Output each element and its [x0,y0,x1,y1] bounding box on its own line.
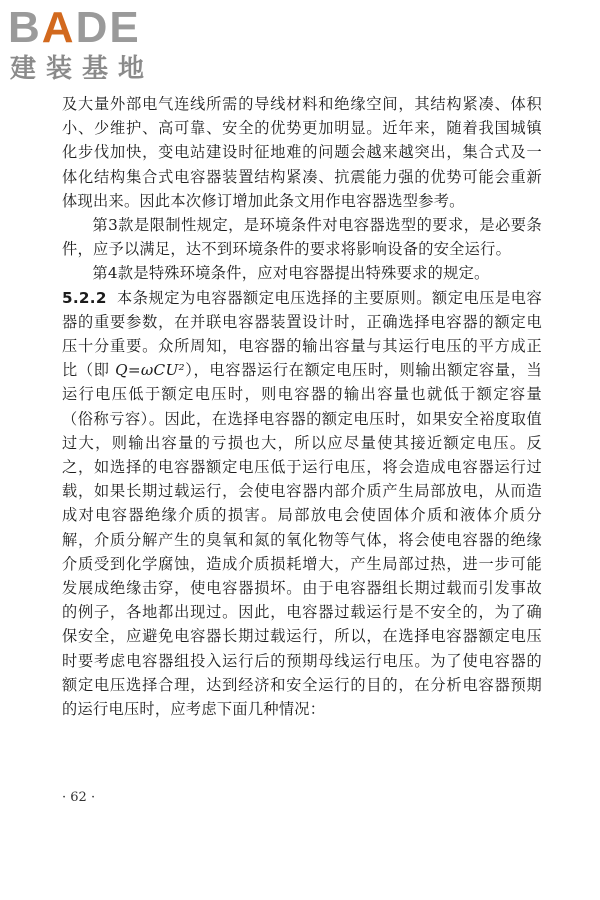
paragraph-clause-4: 第4款是特殊环境条件，应对电容器提出特殊要求的规定。 [92,264,490,283]
section-number: 5.2.2 [62,288,107,307]
bade-logo [8,4,183,88]
logo-accent-letter: A [41,3,76,52]
capacity-formula: Q=ωCU² [115,361,185,380]
section-text-part-1: 本条规定为电容器额定电压选择的主要原则。额定电压是电容器的重要参数，在并联电容器装置设计时，正确选择电容器的额定电压十分重要。众所周知，电容器的输出容量与其运行电压的平方成正比（即 [62,288,542,380]
paragraph-clause-3: 第3款是限制性规定，是环境条件对电容器选型的要求，是必要条件，应予以满足，达不到环境条件的要求将影响设备的安全运行。 [62,216,542,259]
section-text-part-2: ），电容器运行在额定电压时，则输出额定容量，当运行电压低于额定电压时，则电容器的输出容量也就低于额定容量（俗称亏容）。因此，在选择电容器的额定电压时，如果安全裕度取值过大，则输出容量的亏损也大，所以应尽量使其接近额定电压。反之，如选择的电容器额定电压低于运行电压，将会造成电容器运行过载，如果长期过载运行，会使电容器内部介质产生局部放电，从而造成对电容器绝缘介质的损害。局部放电会使固体介质和液体介质分解，介质分解产生的臭氧和氮的氧化物等气体，将会使电容器的绝缘介质受到化学腐蚀，造成介质损耗增大，产生局部过热，进一步可能发展成绝缘击穿，使电容器损坏。由于电容器组长期过载而引发事故的例子，各地都出现过。因此，电容器过载运行是不安全的，为了确保安全，应避免电容器长期过载运行，所以，在选择电容器额定电压时要考虑电容器组投入运行后的预期母线运行电压。为了使电容器的额定电压选择合理，达到经济和安全运行的目的，在分析电容器预期的运行电压时，应考虑下面几种情况： [62,361,542,719]
page-body [62,92,542,721]
paragraph-continuation: 及大量外部电气连线所需的导线材料和绝缘空间，其结构紧凑、体积小、少维护、高可靠、安全的优势更加明显。近年来，随着我国城镇化步伐加快，变电站建设时征地难的问题会越来越突出，集合式及一体化结构集合式电容器装置结构紧凑、抗震能力强的优势可能会重新体现出来。因此本次修订增加此条文用作电容器选型参考。 [62,95,542,210]
logo-subtitle: 建装基地 [10,54,155,84]
logo-wordmark: BADE [8,3,141,52]
paragraph-section-5-2-2 [62,286,542,722]
page-number: · 62 · [62,790,96,805]
